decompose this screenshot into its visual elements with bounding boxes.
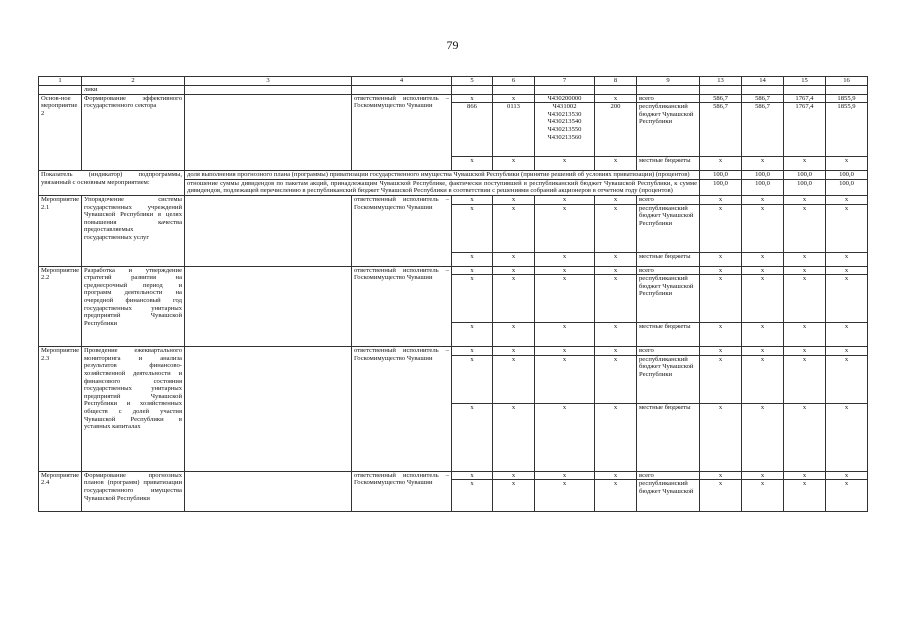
indicator-text: доля выполнения прогнозного плана (программы) приватизации государственного имущества Чувашской Республики (принятие решений об условиях приватизации) (процентов) <box>185 171 700 180</box>
source-cell: всего <box>637 195 700 204</box>
value-cell: 586,7 <box>700 94 742 103</box>
value-cell: x <box>826 403 868 471</box>
indicator-value: 100,0 <box>826 179 868 195</box>
value-cell: x <box>826 275 868 323</box>
value-cell: x <box>595 480 637 512</box>
value-cell: 586,7 <box>742 94 784 103</box>
value-cell: x <box>784 157 826 171</box>
header-cell: 7 <box>535 77 595 86</box>
value-cell: x <box>742 252 784 266</box>
value-cell: x <box>452 480 493 512</box>
header-cell: 14 <box>742 77 784 86</box>
table-row <box>39 471 868 480</box>
source-cell: местные бюджеты <box>637 157 700 171</box>
indicator-value: 100,0 <box>700 171 742 180</box>
value-cell: x <box>595 252 637 266</box>
value-cell: x <box>535 266 595 275</box>
header-cell: 2 <box>82 77 185 86</box>
value-cell: x <box>493 157 535 171</box>
value-cell: x <box>826 157 868 171</box>
indicator-label: Показатель (индикатор) подпрограммы, увязанный с основным мероприятием: <box>39 171 185 196</box>
value-cell: x <box>595 275 637 323</box>
value-cell: x <box>742 403 784 471</box>
header-cell: 15 <box>784 77 826 86</box>
value-cell: x <box>742 347 784 356</box>
value-cell: x <box>452 275 493 323</box>
value-cell: x <box>493 275 535 323</box>
value-cell: x <box>452 266 493 275</box>
value-cell: 0113 <box>493 103 535 157</box>
value-cell: x <box>742 204 784 252</box>
event-title: Упорядочение системы государственных учреждений Чувашской Республики в целях повышения качества предоставляемых государственных услуг <box>82 195 185 266</box>
value-cell: x <box>595 471 637 480</box>
value-cell: x <box>826 266 868 275</box>
value-cell: x <box>826 471 868 480</box>
value-cell: x <box>742 266 784 275</box>
source-cell: республиканский бюджет Чувашской Республики <box>637 204 700 252</box>
value-cell: x <box>535 195 595 204</box>
value-cell: x <box>595 204 637 252</box>
value-cell: x <box>700 323 742 347</box>
value-cell: x <box>784 355 826 403</box>
value-cell: x <box>784 266 826 275</box>
empty-cell <box>185 94 352 171</box>
value-cell: x <box>595 323 637 347</box>
value-cell: x <box>535 471 595 480</box>
empty-cell <box>185 347 352 472</box>
indicator-value: 100,0 <box>784 179 826 195</box>
value-cell: x <box>700 347 742 356</box>
value-cell: x <box>452 94 493 103</box>
value-cell: 586,7 <box>700 103 742 157</box>
value-cell: x <box>595 94 637 103</box>
indicator-value: 100,0 <box>784 171 826 180</box>
value-cell: x <box>452 252 493 266</box>
value-cell: x <box>452 347 493 356</box>
value-cell: x <box>742 157 784 171</box>
value-cell: x <box>452 195 493 204</box>
table-row <box>39 195 868 204</box>
empty-cell <box>185 195 352 266</box>
value-cell: x <box>535 275 595 323</box>
value-cell: x <box>742 480 784 512</box>
value-cell: x <box>742 355 784 403</box>
header-cell: 8 <box>595 77 637 86</box>
header-cell: 9 <box>637 77 700 86</box>
value-cell: x <box>742 471 784 480</box>
indicator-value: 100,0 <box>826 171 868 180</box>
header-cell: 3 <box>185 77 352 86</box>
value-cell: x <box>700 204 742 252</box>
responsible-executor: ответственный исполнитель – Госкомимущество Чувашии <box>352 195 452 266</box>
value-cell: x <box>700 195 742 204</box>
value-cell: x <box>784 195 826 204</box>
value-cell: x <box>700 403 742 471</box>
table-row <box>39 94 868 103</box>
responsible-executor: ответственный исполнитель – Госкомимущество Чувашии <box>352 471 452 512</box>
source-cell: всего <box>637 266 700 275</box>
carry-row <box>39 86 868 95</box>
value-cell: x <box>784 323 826 347</box>
event-title: Формирование прогнозных планов (программ) приватизации государственного имущества Чувашской Республики <box>82 471 185 512</box>
value-cell: Ч431002 Ч430213530 Ч430213540 Ч430213550 Ч430213560 <box>535 103 595 157</box>
header-cell: 1 <box>39 77 82 86</box>
indicator-text: отношение суммы дивидендов по пакетам акций, принадлежащим Чувашской Республике, фактически поступившей в республиканский бюджет Чувашской Республики, к сумме дивидендов, подлежащей перечислению в республиканский бюджет Чувашской Республики в соответствии с решениями собраний акционеров в отчетном году (процентов) <box>185 179 700 195</box>
event-title: Проведение ежеквартального мониторинга и анализа результатов финансово-хозяйственной деятельности и финансового состояния государственных унитарных предприятий Чувашской Республики и хозяйственных обществ с долей участия Чувашской Республики в уставных капиталах <box>82 347 185 472</box>
value-cell: x <box>826 323 868 347</box>
value-cell: x <box>535 204 595 252</box>
source-cell: всего <box>637 347 700 356</box>
header-row <box>39 77 868 86</box>
value-cell: x <box>595 195 637 204</box>
value-cell: x <box>493 266 535 275</box>
value-cell: 1767,4 <box>784 94 826 103</box>
value-cell: x <box>742 195 784 204</box>
value-cell: x <box>493 480 535 512</box>
source-cell: республиканский бюджет Чувашской Республики <box>637 275 700 323</box>
value-cell: x <box>826 480 868 512</box>
value-cell: x <box>700 157 742 171</box>
value-cell: x <box>493 252 535 266</box>
value-cell: x <box>535 403 595 471</box>
event-title: Формирование эффективного государственного сектора <box>82 94 185 171</box>
carry-text: лики <box>82 86 185 95</box>
value-cell: x <box>535 323 595 347</box>
value-cell: x <box>535 157 595 171</box>
indicator-value: 100,0 <box>742 171 784 180</box>
value-cell: x <box>826 195 868 204</box>
value-cell: x <box>595 157 637 171</box>
value-cell: x <box>493 355 535 403</box>
header-cell: 6 <box>493 77 535 86</box>
value-cell: x <box>700 266 742 275</box>
source-cell: республиканский бюджет Чувашской <box>637 480 700 512</box>
value-cell: x <box>595 403 637 471</box>
value-cell: x <box>535 355 595 403</box>
value-cell: x <box>700 252 742 266</box>
value-cell: x <box>826 252 868 266</box>
value-cell: x <box>784 204 826 252</box>
value-cell: x <box>452 323 493 347</box>
value-cell: x <box>826 204 868 252</box>
value-cell: x <box>742 275 784 323</box>
value-cell: x <box>452 403 493 471</box>
table-row <box>39 347 868 356</box>
source-cell: местные бюджеты <box>637 403 700 471</box>
value-cell: 1855,9 <box>826 103 868 157</box>
value-cell: x <box>784 403 826 471</box>
value-cell: x <box>826 355 868 403</box>
value-cell: x <box>784 275 826 323</box>
source-cell: республиканский бюджет Чувашской Республики <box>637 355 700 403</box>
value-cell: x <box>452 355 493 403</box>
value-cell: x <box>493 403 535 471</box>
value-cell: 586,7 <box>742 103 784 157</box>
program-table <box>38 76 868 512</box>
event-number: Мероприятие 2.3 <box>39 347 82 472</box>
value-cell: x <box>493 347 535 356</box>
value-cell: x <box>452 157 493 171</box>
value-cell: x <box>493 195 535 204</box>
source-cell: всего <box>637 94 700 103</box>
value-cell: x <box>700 355 742 403</box>
header-cell: 4 <box>352 77 452 86</box>
source-cell: всего <box>637 471 700 480</box>
header-cell: 5 <box>452 77 493 86</box>
value-cell: x <box>700 480 742 512</box>
value-cell: x <box>493 94 535 103</box>
value-cell: Ч430200000 <box>535 94 595 103</box>
empty-cell <box>185 471 352 512</box>
value-cell: x <box>595 355 637 403</box>
value-cell: x <box>784 480 826 512</box>
empty-cell <box>185 266 352 347</box>
value-cell: 1767,4 <box>784 103 826 157</box>
event-number: Мероприятие 2.2 <box>39 266 82 347</box>
event-number: Мероприятие 2.1 <box>39 195 82 266</box>
value-cell: x <box>784 471 826 480</box>
value-cell: x <box>826 347 868 356</box>
value-cell: x <box>700 471 742 480</box>
value-cell: x <box>452 204 493 252</box>
value-cell: x <box>493 204 535 252</box>
page-number: 79 <box>446 38 459 52</box>
header-cell: 13 <box>700 77 742 86</box>
value-cell: x <box>595 266 637 275</box>
value-cell: x <box>493 471 535 480</box>
header-cell: 16 <box>826 77 868 86</box>
value-cell: x <box>595 347 637 356</box>
value-cell: x <box>784 252 826 266</box>
value-cell: 200 <box>595 103 637 157</box>
value-cell: x <box>535 252 595 266</box>
responsible-executor: ответственный исполнитель – Госкомимущество Чувашии <box>352 347 452 472</box>
responsible-executor: ответственный исполнитель – Госкомимущество Чувашии <box>352 266 452 347</box>
event-title: Разработка и утверждение стратегий развития на среднесрочный период и программ деятельности на очередной финансовый год государственных унитарных предприятий Чувашской Республики <box>82 266 185 347</box>
source-cell: местные бюджеты <box>637 323 700 347</box>
value-cell: x <box>535 480 595 512</box>
indicator-value: 100,0 <box>700 179 742 195</box>
table-row <box>39 266 868 275</box>
value-cell: 866 <box>452 103 493 157</box>
value-cell: 1855,9 <box>826 94 868 103</box>
value-cell: x <box>784 347 826 356</box>
value-cell: x <box>452 471 493 480</box>
source-cell: республиканский бюджет Чувашской Республики <box>637 103 700 157</box>
event-number: Основ-ное мероприятие 2 <box>39 94 82 171</box>
event-number: Мероприятие 2.4 <box>39 471 82 512</box>
value-cell: x <box>700 275 742 323</box>
source-cell: местные бюджеты <box>637 252 700 266</box>
value-cell: x <box>535 347 595 356</box>
indicator-row <box>39 171 868 180</box>
indicator-value: 100,0 <box>742 179 784 195</box>
value-cell: x <box>493 323 535 347</box>
value-cell: x <box>742 323 784 347</box>
responsible-executor: ответственный исполнитель – Госкомимущество Чувашии <box>352 94 452 171</box>
